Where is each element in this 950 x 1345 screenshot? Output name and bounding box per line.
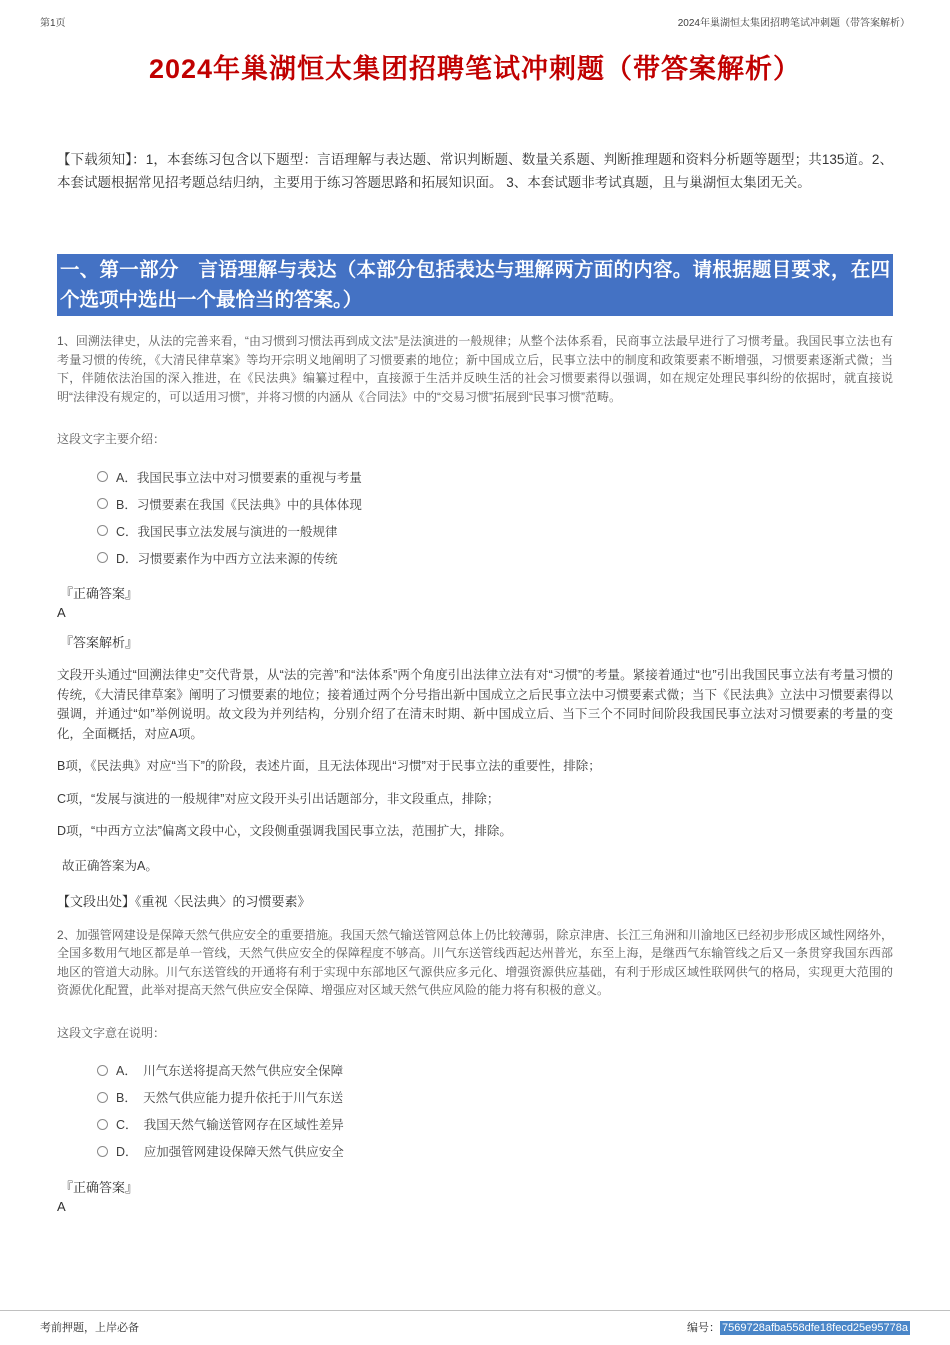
option-label: B． 天然气供应能力提升依托于川气东送 <box>116 1091 344 1105</box>
source-line: 【文段出处】《重视〈民法典〉的习惯要素》 <box>57 893 311 909</box>
document-title: 2024年巢湖恒太集团招聘笔试冲刺题（带答案解析） <box>148 54 802 84</box>
analysis-paragraph: 文段开头通过“回溯法律史”交代背景，从“法的完善”和“法体系”两个角度引出法律立法有对“习惯”的考量。紧接着通过“也”引出我国民事立法有考量习惯的传统，《大清民律草案》阐明了习惯要素的地位；接着通过两个分号指出新中国成立之后民事立法中习惯要素式微；当下《民法典》立法中习惯要素得以强调，并通过“如”举例说明。故文段为并列结构，分别介绍了在清末时期、新中国成立后、当下三个不同时间阶段我国民事立法对习惯要素的考量的变化，全面概括，对应A项。 <box>57 668 893 741</box>
option-label: B．习惯要素在我国《民法典》中的具体体现 <box>116 497 362 512</box>
analysis-paragraph: D项，“中西方立法”偏离文段中心，文段侧重强调我国民事立法，范围扩大，排除。 <box>57 824 512 838</box>
option-label: D． 应加强管网建设保障天然气供应安全 <box>116 1145 344 1159</box>
correct-answer-label: 『正确答案』 <box>60 586 139 601</box>
option-row <box>97 1084 893 1111</box>
page-footer <box>0 1310 950 1339</box>
option-row <box>97 517 893 544</box>
doc-number <box>687 1319 910 1335</box>
option-row <box>97 544 893 571</box>
option-row <box>97 1111 893 1138</box>
analysis-paragraph: B项，《民法典》对应“当下”的阶段，表述片面，且无法体现出“习惯”对于民事立法的重要性，排除； <box>57 759 601 773</box>
question-stem: 2、加强管网建设是保障天然气供应安全的重要措施。我国天然气输送管网总体上仍比较薄弱，除京津唐、长江三角洲和川渝地区已经初步形成区域性网络外，全国多数用气地区都是单一管线，天然气供应安全的保障程度不够高。川气东送管线西起达州普光，东至上海，是继西气东输管线之后又一条贯穿我国东西部地区的管道大动脉。川气东送管线的开通将有利于实现中东部地区气源供应多元化、增强资源供应基础，有利于形成区域性联网供气的格局，实现更大范围的资源优化配置，此举对提高天然气供应安全保障、增强应对区域天然气供应风险的能力将有积极的意义。 <box>57 927 893 997</box>
option-label: D．习惯要素作为中西方立法来源的传统 <box>116 551 338 566</box>
option-label: C．我国民事立法发展与演进的一般规律 <box>116 524 338 539</box>
page-number: 第1页 <box>40 18 66 29</box>
question-block-2 <box>0 926 950 1214</box>
option-row <box>97 463 893 490</box>
radio-button[interactable] <box>97 471 108 482</box>
option-row <box>97 1138 893 1165</box>
correct-answer-value: A <box>57 605 66 620</box>
doc-number-label: 编号： <box>687 1322 721 1334</box>
radio-button[interactable] <box>97 1146 108 1157</box>
options-list <box>97 463 893 571</box>
question-stem: 1、回溯法律史，从法的完善来看，“由习惯到习惯法再到成文法”是法演进的一般规律；从整个法体系看，民商事立法最早进行了习惯考量。我国民事立法也有考量习惯的传统，《大清民律草案》等均开宗明义地阐明了习惯要素的地位；新中国成立后，民事立法中的制度和政策要素不断增强，习惯要素逐渐式微；当下，伴随依法治国的深入推进，在《民法典》编纂过程中，直接源于生活并反映生活的社会习惯要素得以强调，如在规定处理民事纠纷的依据时，就直接说明“法律没有规定的，可以适用习惯”，并将习惯的内涵从《合同法》中的“交易习惯”拓展到“民事习惯”范畴。 <box>57 334 893 404</box>
analysis-conclusion: 故正确答案为A。 <box>62 858 158 873</box>
radio-button[interactable] <box>97 1092 108 1103</box>
radio-button[interactable] <box>97 498 108 509</box>
option-row <box>97 1057 893 1084</box>
option-label: C． 我国天然气输送管网存在区域性差异 <box>116 1118 344 1132</box>
footer-slogan: 考前押题，上岸必备 <box>40 1322 139 1334</box>
analysis-label: 『答案解析』 <box>60 635 139 650</box>
correct-answer-value: A <box>57 1198 66 1214</box>
page-header <box>0 0 950 29</box>
option-label: A． 川气东送将提高天然气供应安全保障 <box>116 1064 344 1078</box>
header-doc-title: 2024年巢湖恒太集团招聘笔试冲刺题（带答案解析） <box>677 18 910 29</box>
radio-button[interactable] <box>97 525 108 536</box>
download-notice: 【下载须知】：1，本套练习包含以下题型：言语理解与表达题、常识判断题、数量关系题、判断推理题和资料分析题等题型；共135道。2、本套试题根据常见招考题总结归纳，主要用于练习答题思路和拓展知识面。 3、本套试题非考试真题，且与巢湖恒太集团无关。 <box>57 152 893 190</box>
question-prompt: 这段文字主要介绍： <box>57 432 166 446</box>
question-prompt: 这段文字意在说明： <box>57 1025 166 1040</box>
option-label: A．我国民事立法中对习惯要素的重视与考量 <box>116 470 362 485</box>
option-row <box>97 490 893 517</box>
radio-button[interactable] <box>97 1119 108 1130</box>
radio-button[interactable] <box>97 552 108 563</box>
radio-button[interactable] <box>97 1065 108 1076</box>
doc-number-value: 7569728afba558dfe18fecd25e95778a <box>722 1322 908 1334</box>
question-block-1 <box>0 332 950 910</box>
section-header: 一、第一部分 言语理解与表达（本部分包括表达与理解两方面的内容。请根据题目要求，在四个选项中选出一个最恰当的答案。） <box>57 254 893 316</box>
correct-answer-label: 『正确答案』 <box>60 1179 139 1195</box>
analysis-paragraph: C项，“发展与演进的一般规律”对应文段开头引出话题部分，非文段重点，排除； <box>57 791 500 806</box>
options-list <box>97 1057 893 1165</box>
